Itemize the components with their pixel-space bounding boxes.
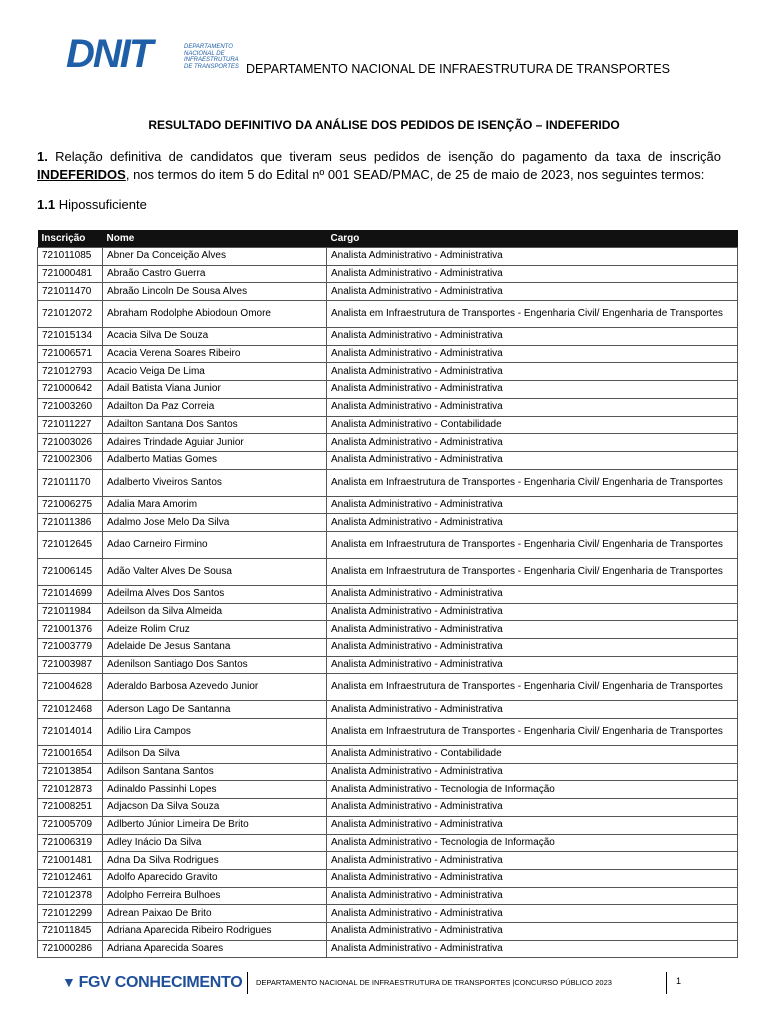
cell-inscricao: 721001481 bbox=[38, 852, 103, 870]
cell-nome: Adalberto Viveiros Santos bbox=[103, 469, 327, 496]
footer-divider bbox=[247, 972, 248, 994]
cell-nome: Aderaldo Barbosa Azevedo Junior bbox=[103, 674, 327, 701]
cell-cargo: Analista em Infraestrutura de Transportes - Engenharia Civil/ Engenharia de Transportes bbox=[327, 301, 738, 328]
table-row bbox=[38, 451, 738, 469]
table-row bbox=[38, 852, 738, 870]
cell-nome: Adenilson Santiago Dos Santos bbox=[103, 656, 327, 674]
table-row bbox=[38, 719, 738, 746]
cell-cargo: Analista Administrativo - Tecnologia de Informação bbox=[327, 781, 738, 799]
cell-cargo: Analista Administrativo - Administrativa bbox=[327, 265, 738, 283]
cell-nome: Adalmo Jose Melo Da Silva bbox=[103, 514, 327, 532]
cell-cargo: Analista em Infraestrutura de Transportes - Engenharia Civil/ Engenharia de Transportes bbox=[327, 531, 738, 558]
cell-cargo: Analista Administrativo - Administrativa bbox=[327, 514, 738, 532]
cell-cargo: Analista Administrativo - Administrativa bbox=[327, 869, 738, 887]
table-row bbox=[38, 381, 738, 399]
table-row bbox=[38, 531, 738, 558]
cell-cargo: Analista Administrativo - Tecnologia de Informação bbox=[327, 834, 738, 852]
cell-inscricao: 721012378 bbox=[38, 887, 103, 905]
logo-sub-line: DEPARTAMENTO bbox=[184, 44, 233, 50]
cell-nome: Abner Da Conceição Alves bbox=[103, 248, 327, 266]
cell-nome: Adinaldo Passinhi Lopes bbox=[103, 781, 327, 799]
cell-cargo: Analista em Infraestrutura de Transportes - Engenharia Civil/ Engenharia de Transportes bbox=[327, 558, 738, 585]
table-row bbox=[38, 621, 738, 639]
cell-cargo: Analista em Infraestrutura de Transportes - Engenharia Civil/ Engenharia de Transportes bbox=[327, 469, 738, 496]
cell-cargo: Analista Administrativo - Administrativa bbox=[327, 603, 738, 621]
table-row bbox=[38, 248, 738, 266]
cell-nome: Adailton Da Paz Correia bbox=[103, 398, 327, 416]
fgv-logo bbox=[62, 974, 242, 992]
table-row bbox=[38, 799, 738, 817]
footer-divider bbox=[666, 972, 667, 994]
intro-paragraph bbox=[37, 148, 721, 184]
cell-nome: Adilson Da Silva bbox=[103, 746, 327, 764]
cell-inscricao: 721011386 bbox=[38, 514, 103, 532]
cell-inscricao: 721003260 bbox=[38, 398, 103, 416]
cell-cargo: Analista Administrativo - Administrativa bbox=[327, 398, 738, 416]
table-row bbox=[38, 301, 738, 328]
table-row bbox=[38, 922, 738, 940]
dnit-logo bbox=[66, 32, 239, 76]
cell-inscricao: 721006319 bbox=[38, 834, 103, 852]
cell-nome: Abraão Castro Guerra bbox=[103, 265, 327, 283]
cell-inscricao: 721012645 bbox=[38, 531, 103, 558]
cell-cargo: Analista em Infraestrutura de Transportes - Engenharia Civil/ Engenharia de Transportes bbox=[327, 674, 738, 701]
cell-nome: Adna Da Silva Rodrigues bbox=[103, 852, 327, 870]
cell-cargo: Analista em Infraestrutura de Transportes - Engenharia Civil/ Engenharia de Transportes bbox=[327, 719, 738, 746]
cell-cargo: Analista Administrativo - Administrativa bbox=[327, 763, 738, 781]
cell-cargo: Analista Administrativo - Administrativa bbox=[327, 585, 738, 603]
table-row bbox=[38, 514, 738, 532]
logo-sub-line: DE TRANSPORTES bbox=[184, 63, 239, 70]
intro-text-2: , nos termos do item 5 do Edital nº 001 SEAD/PMAC, de 25 de maio de 2023, nos seguintes termos: bbox=[125, 167, 705, 182]
table-row bbox=[38, 746, 738, 764]
cell-inscricao: 721012461 bbox=[38, 869, 103, 887]
cell-inscricao: 721011085 bbox=[38, 248, 103, 266]
cell-nome: Adailton Santana Dos Santos bbox=[103, 416, 327, 434]
cell-inscricao: 721006145 bbox=[38, 558, 103, 585]
table-row bbox=[38, 940, 738, 958]
cell-nome: Adilio Lira Campos bbox=[103, 719, 327, 746]
cell-cargo: Analista Administrativo - Administrativa bbox=[327, 248, 738, 266]
cell-nome: Adeize Rolim Cruz bbox=[103, 621, 327, 639]
cell-nome: Adlberto Júnior Limeira De Brito bbox=[103, 816, 327, 834]
table-row bbox=[38, 656, 738, 674]
cell-inscricao: 721001376 bbox=[38, 621, 103, 639]
dnit-logo-word: DNIT bbox=[66, 32, 152, 76]
cell-inscricao: 721014014 bbox=[38, 719, 103, 746]
cell-cargo: Analista Administrativo - Administrativa bbox=[327, 887, 738, 905]
cell-cargo: Analista Administrativo - Administrativa bbox=[327, 852, 738, 870]
cell-nome: Acacio Veiga De Lima bbox=[103, 363, 327, 381]
cell-cargo: Analista Administrativo - Administrativa bbox=[327, 621, 738, 639]
cell-inscricao: 721002306 bbox=[38, 451, 103, 469]
fgv-chevron-icon: ▼ bbox=[62, 974, 76, 990]
cell-inscricao: 721013854 bbox=[38, 763, 103, 781]
cell-inscricao: 721006275 bbox=[38, 496, 103, 514]
table-row bbox=[38, 283, 738, 301]
footer-text: DEPARTAMENTO NACIONAL DE INFRAESTRUTURA DE TRANSPORTES |CONCURSO PÚBLICO 2023 bbox=[256, 978, 612, 987]
fgv-brand: FGV CONHECIMENTO bbox=[78, 974, 243, 991]
cell-inscricao: 721000642 bbox=[38, 381, 103, 399]
cell-nome: Abraão Lincoln De Sousa Alves bbox=[103, 283, 327, 301]
cell-nome: Adriana Aparecida Ribeiro Rodrigues bbox=[103, 922, 327, 940]
table-row bbox=[38, 398, 738, 416]
cell-inscricao: 721003987 bbox=[38, 656, 103, 674]
table-row bbox=[38, 869, 738, 887]
cell-cargo: Analista Administrativo - Administrativa bbox=[327, 451, 738, 469]
cell-cargo: Analista Administrativo - Administrativa bbox=[327, 434, 738, 452]
table-body bbox=[38, 248, 738, 958]
table-row bbox=[38, 701, 738, 719]
dnit-logo-subtitle bbox=[184, 44, 244, 70]
cell-inscricao: 721012072 bbox=[38, 301, 103, 328]
cell-nome: Adão Valter Alves De Sousa bbox=[103, 558, 327, 585]
cell-inscricao: 721006571 bbox=[38, 345, 103, 363]
cell-inscricao: 721011227 bbox=[38, 416, 103, 434]
cell-cargo: Analista Administrativo - Administrativa bbox=[327, 816, 738, 834]
logo-sub-line: INFRAESTRUTURA bbox=[184, 57, 239, 63]
section-heading bbox=[37, 197, 147, 212]
table-row bbox=[38, 905, 738, 923]
cell-inscricao: 721011170 bbox=[38, 469, 103, 496]
results-table bbox=[37, 230, 738, 958]
cell-nome: Adail Batista Viana Junior bbox=[103, 381, 327, 399]
table-header-row bbox=[38, 230, 738, 248]
table-row bbox=[38, 781, 738, 799]
agency-name: DEPARTAMENTO NACIONAL DE INFRAESTRUTURA DE TRANSPORTES bbox=[246, 62, 670, 76]
cell-nome: Adolpho Ferreira Bulhoes bbox=[103, 887, 327, 905]
table-row bbox=[38, 469, 738, 496]
intro-text-1: Relação definitiva de candidatos que tiveram seus pedidos de isenção do pagamento da taxa de inscrição bbox=[47, 149, 721, 164]
cell-nome: Adalberto Matias Gomes bbox=[103, 451, 327, 469]
table-row bbox=[38, 887, 738, 905]
table-row bbox=[38, 345, 738, 363]
cell-nome: Adeilma Alves Dos Santos bbox=[103, 585, 327, 603]
cell-nome: Acacia Silva De Souza bbox=[103, 328, 327, 346]
cell-inscricao: 721000481 bbox=[38, 265, 103, 283]
table-row bbox=[38, 603, 738, 621]
cell-inscricao: 721001654 bbox=[38, 746, 103, 764]
cell-nome: Adilson Santana Santos bbox=[103, 763, 327, 781]
table-row bbox=[38, 585, 738, 603]
cell-cargo: Analista Administrativo - Administrativa bbox=[327, 639, 738, 657]
table-row bbox=[38, 434, 738, 452]
page-footer bbox=[62, 972, 702, 996]
table-row bbox=[38, 763, 738, 781]
header-inscricao: Inscrição bbox=[38, 230, 103, 248]
cell-cargo: Analista Administrativo - Administrativa bbox=[327, 940, 738, 958]
cell-nome: Adao Carneiro Firmino bbox=[103, 531, 327, 558]
table-row bbox=[38, 639, 738, 657]
cell-nome: Adaires Trindade Aguiar Junior bbox=[103, 434, 327, 452]
cell-inscricao: 721005709 bbox=[38, 816, 103, 834]
cell-cargo: Analista Administrativo - Administrativa bbox=[327, 656, 738, 674]
cell-nome: Abraham Rodolphe Abiodoun Omore bbox=[103, 301, 327, 328]
cell-inscricao: 721008251 bbox=[38, 799, 103, 817]
cell-cargo: Analista Administrativo - Contabilidade bbox=[327, 746, 738, 764]
cell-inscricao: 721012793 bbox=[38, 363, 103, 381]
table-row bbox=[38, 816, 738, 834]
page-header bbox=[66, 32, 706, 76]
cell-nome: Adelaide De Jesus Santana bbox=[103, 639, 327, 657]
cell-cargo: Analista Administrativo - Administrativa bbox=[327, 345, 738, 363]
cell-nome: Adley Inácio Da Silva bbox=[103, 834, 327, 852]
cell-inscricao: 721014699 bbox=[38, 585, 103, 603]
cell-cargo: Analista Administrativo - Contabilidade bbox=[327, 416, 738, 434]
cell-inscricao: 721011845 bbox=[38, 922, 103, 940]
section-number: 1.1 bbox=[37, 197, 56, 212]
intro-number: 1. bbox=[37, 149, 48, 164]
cell-nome: Adrean Paixao De Brito bbox=[103, 905, 327, 923]
cell-cargo: Analista Administrativo - Administrativa bbox=[327, 328, 738, 346]
table-row bbox=[38, 496, 738, 514]
table-row bbox=[38, 674, 738, 701]
cell-inscricao: 721003779 bbox=[38, 639, 103, 657]
header-nome: Nome bbox=[103, 230, 327, 248]
document-title: RESULTADO DEFINITIVO DA ANÁLISE DOS PEDIDOS DE ISENÇÃO – INDEFERIDO bbox=[148, 118, 620, 132]
cell-cargo: Analista Administrativo - Administrativa bbox=[327, 363, 738, 381]
table-row bbox=[38, 834, 738, 852]
intro-highlight: INDEFERIDOS bbox=[37, 167, 126, 182]
logo-sub-line: NACIONAL DE bbox=[184, 50, 225, 57]
cell-cargo: Analista Administrativo - Administrativa bbox=[327, 799, 738, 817]
cell-inscricao: 721015134 bbox=[38, 328, 103, 346]
cell-inscricao: 721012299 bbox=[38, 905, 103, 923]
cell-inscricao: 721004628 bbox=[38, 674, 103, 701]
cell-nome: Adolfo Aparecido Gravito bbox=[103, 869, 327, 887]
cell-cargo: Analista Administrativo - Administrativa bbox=[327, 905, 738, 923]
cell-nome: Adjacson Da Silva Souza bbox=[103, 799, 327, 817]
table-row bbox=[38, 328, 738, 346]
cell-cargo: Analista Administrativo - Administrativa bbox=[327, 701, 738, 719]
cell-nome: Acacia Verena Soares Ribeiro bbox=[103, 345, 327, 363]
cell-nome: Adeilson da Silva Almeida bbox=[103, 603, 327, 621]
cell-inscricao: 721000286 bbox=[38, 940, 103, 958]
page-number: 1 bbox=[676, 976, 682, 986]
table-row bbox=[38, 416, 738, 434]
cell-inscricao: 721003026 bbox=[38, 434, 103, 452]
cell-inscricao: 721011984 bbox=[38, 603, 103, 621]
cell-inscricao: 721012873 bbox=[38, 781, 103, 799]
cell-nome: Adriana Aparecida Soares bbox=[103, 940, 327, 958]
cell-cargo: Analista Administrativo - Administrativa bbox=[327, 381, 738, 399]
cell-cargo: Analista Administrativo - Administrativa bbox=[327, 922, 738, 940]
section-label: Hipossuficiente bbox=[55, 197, 147, 212]
table-row bbox=[38, 558, 738, 585]
cell-nome: Adalia Mara Amorim bbox=[103, 496, 327, 514]
cell-inscricao: 721011470 bbox=[38, 283, 103, 301]
cell-cargo: Analista Administrativo - Administrativa bbox=[327, 496, 738, 514]
cell-cargo: Analista Administrativo - Administrativa bbox=[327, 283, 738, 301]
cell-nome: Aderson Lago De Santanna bbox=[103, 701, 327, 719]
cell-inscricao: 721012468 bbox=[38, 701, 103, 719]
header-cargo: Cargo bbox=[327, 230, 738, 248]
table-row bbox=[38, 363, 738, 381]
table-row bbox=[38, 265, 738, 283]
